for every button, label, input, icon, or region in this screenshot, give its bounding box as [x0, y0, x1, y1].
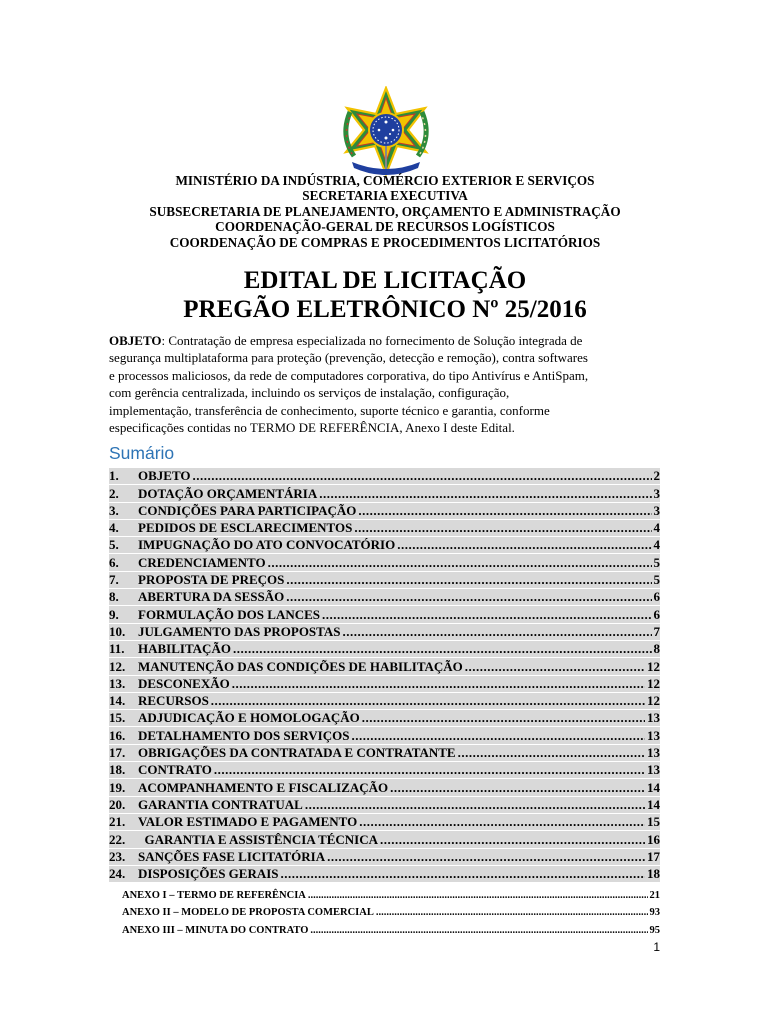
- toc-item[interactable]: [109, 779, 660, 796]
- toc-item-number: 21.: [109, 814, 126, 830]
- toc-item-page: 5: [653, 554, 660, 570]
- toc-item[interactable]: [109, 537, 660, 554]
- toc-item-page: 14: [647, 779, 660, 795]
- toc-item-label: JULGAMENTO DAS PROPOSTAS: [138, 623, 341, 639]
- toc-item-number: 13.: [109, 675, 126, 691]
- header-line-subsecretaria: SUBSECRETARIA DE PLANEJAMENTO, ORÇAMENTO E ADMINISTRAÇÃO: [149, 203, 621, 219]
- toc-anexo-label: ANEXO I – TERMO DE REFERÊNCIA: [122, 889, 306, 901]
- toc-dot-leader: [327, 849, 645, 865]
- toc-item-number: 5.: [109, 537, 119, 553]
- toc-item-number: 15.: [109, 710, 126, 726]
- toc-item-label: DISPOSIÇÕES GERAIS: [138, 866, 279, 882]
- toc-dot-leader: [319, 486, 651, 502]
- toc-item-page: 13: [647, 745, 660, 761]
- toc-item-number: 20.: [109, 796, 126, 812]
- toc-item[interactable]: [109, 641, 660, 658]
- toc-item-page: 4: [653, 520, 660, 536]
- toc-item-page: 16: [647, 831, 660, 847]
- toc-item-label: FORMULAÇÃO DOS LANCES: [138, 606, 321, 622]
- toc-item-number: 3.: [109, 502, 119, 518]
- toc-dot-leader: [286, 589, 651, 605]
- page-number: 1: [653, 940, 660, 954]
- toc-dot-leader: [354, 520, 651, 536]
- toc-item[interactable]: [109, 606, 660, 623]
- objeto-line: segurança multiplataforma para proteção (prevenção, detecção e remoção), contra softwares: [109, 350, 588, 366]
- toc-item-label: GARANTIA CONTRATUAL: [138, 796, 303, 812]
- table-of-contents: [109, 468, 660, 936]
- toc-item-page: 2: [653, 468, 660, 484]
- toc-item-page: 6: [653, 589, 660, 605]
- toc-anexo-item[interactable]: [109, 901, 660, 919]
- toc-item-page: 7: [653, 623, 660, 639]
- toc-dot-leader: [351, 728, 645, 744]
- toc-item-label: ACOMPANHAMENTO E FISCALIZAÇÃO: [138, 779, 389, 795]
- toc-item[interactable]: [109, 866, 660, 883]
- toc-item-label: MANUTENÇÃO DAS CONDIÇÕES DE HABILITAÇÃO: [138, 658, 463, 674]
- objeto-line: com gerência centralizada, incluindo os serviços de instalação, configuração,: [109, 385, 510, 401]
- toc-item-number: 10.: [109, 623, 126, 639]
- toc-item-label: DOTAÇÃO ORÇAMENTÁRIA: [138, 485, 318, 501]
- toc-item-number: 23.: [109, 848, 126, 864]
- toc-dot-leader: [358, 503, 651, 519]
- toc-item[interactable]: [109, 727, 660, 744]
- toc-item-number: 8.: [109, 589, 119, 605]
- toc-item-number: 11.: [109, 641, 125, 657]
- toc-item-number: 16.: [109, 727, 126, 743]
- toc-dot-leader: [390, 780, 645, 796]
- toc-item-label: DETALHAMENTO DOS SERVIÇOS: [138, 727, 350, 743]
- sumario-title: Sumário: [109, 443, 175, 463]
- toc-item[interactable]: [109, 849, 660, 866]
- toc-item-page: 12: [647, 675, 660, 691]
- toc-dot-leader: [193, 468, 652, 484]
- toc-dot-leader: [362, 710, 645, 726]
- toc-dot-leader: [465, 659, 645, 675]
- toc-item[interactable]: [109, 624, 660, 641]
- toc-anexo-item[interactable]: [109, 918, 660, 936]
- toc-item[interactable]: [109, 503, 660, 520]
- toc-dot-leader: [286, 572, 651, 588]
- toc-item-number: 2.: [109, 485, 119, 501]
- toc-item-number: 6.: [109, 554, 119, 570]
- toc-item-page: 6: [653, 606, 660, 622]
- toc-item[interactable]: [109, 572, 660, 589]
- toc-dot-leader: [343, 624, 652, 640]
- toc-item-label: OBRIGAÇÕES DA CONTRATADA E CONTRATANTE: [138, 745, 456, 761]
- toc-item-number: 24.: [109, 866, 126, 882]
- toc-item[interactable]: [109, 554, 660, 571]
- toc-dot-leader: [232, 676, 645, 692]
- toc-item-page: 17: [647, 848, 660, 864]
- toc-dot-leader: [322, 607, 651, 623]
- toc-item-number: 7.: [109, 572, 119, 588]
- toc-dot-leader: [458, 745, 645, 761]
- objeto-label: OBJETO: [109, 333, 162, 348]
- toc-anexo-page: 95: [649, 924, 660, 936]
- toc-dot-leader: [359, 814, 645, 830]
- header-line-secretaria: SECRETARIA EXECUTIVA: [302, 188, 468, 204]
- toc-item[interactable]: [109, 762, 660, 779]
- header-line-coordenacao-compras: COORDENAÇÃO DE COMPRAS E PROCEDIMENTOS LICITATÓRIOS: [169, 234, 601, 250]
- toc-item[interactable]: [109, 520, 660, 537]
- objeto-line: : Contratação de empresa especializada no fornecimento de Solução integrada de: [161, 333, 583, 348]
- toc-dot-leader: [214, 762, 645, 778]
- toc-item-page: 3: [653, 485, 660, 501]
- toc-item[interactable]: [109, 814, 660, 831]
- brazil-coat-of-arms-icon: [330, 86, 442, 176]
- toc-item-page: 3: [653, 502, 660, 518]
- toc-item-label: DESCONEXÃO: [138, 675, 230, 691]
- toc-item-page: 18: [647, 866, 660, 882]
- toc-dot-leader: [397, 537, 651, 553]
- toc-anexo-item[interactable]: [109, 883, 660, 901]
- toc-dot-leader: [308, 890, 648, 901]
- toc-item-label: HABILITAÇÃO: [138, 641, 231, 657]
- objeto-line: especificações contidas no TERMO DE REFERÊNCIA, Anexo I deste Edital.: [109, 420, 515, 436]
- toc-item-label: VALOR ESTIMADO E PAGAMENTO: [138, 814, 358, 830]
- toc-item-page: 13: [647, 710, 660, 726]
- toc-dot-leader: [380, 832, 645, 848]
- toc-item[interactable]: [109, 797, 660, 814]
- toc-item-page: 13: [647, 762, 660, 778]
- toc-item-label: IMPUGNAÇÃO DO ATO CONVOCATÓRIO: [138, 537, 396, 553]
- toc-dot-leader: [233, 641, 652, 657]
- toc-item-label: ABERTURA DA SESSÃO: [138, 589, 285, 605]
- toc-item-number: 4.: [109, 520, 119, 536]
- toc-item-label: GARANTIA E ASSISTÊNCIA TÉCNICA: [138, 831, 378, 847]
- toc-item-page: 14: [647, 796, 660, 812]
- toc-item-page: 8: [653, 641, 660, 657]
- toc-item-label: ADJUDICAÇÃO E HOMOLOGAÇÃO: [138, 710, 360, 726]
- toc-item-label: OBJETO: [138, 468, 191, 484]
- toc-item-label: SANÇÕES FASE LICITATÓRIA: [138, 848, 326, 864]
- toc-anexo-label: ANEXO II – MODELO DE PROPOSTA COMERCIAL: [122, 907, 374, 919]
- toc-item-label: CREDENCIAMENTO: [138, 554, 266, 570]
- toc-item[interactable]: [109, 589, 660, 606]
- toc-item-number: 22.: [109, 831, 126, 847]
- title-line-pregao: PREGÃO ELETRÔNICO Nº 25/2016: [183, 296, 587, 323]
- objeto-line: implementação, transferência de conhecimento, suporte técnico e garantia, conforme: [109, 402, 550, 418]
- toc-item-label: CONTRATO: [138, 762, 212, 778]
- toc-dot-leader: [281, 866, 645, 882]
- toc-item-page: 15: [647, 814, 660, 830]
- toc-item-number: 12.: [109, 658, 126, 674]
- header-line-ministry: MINISTÉRIO DA INDÚSTRIA, COMÉRCIO EXTERIOR E SERVIÇOS: [175, 173, 595, 188]
- toc-item-page: 4: [653, 537, 660, 553]
- toc-item[interactable]: [109, 745, 660, 762]
- toc-item[interactable]: [109, 658, 660, 675]
- toc-anexo-page: 93: [649, 907, 660, 919]
- toc-item-label: PEDIDOS DE ESCLARECIMENTOS: [138, 520, 353, 536]
- ministry-header: [60, 173, 710, 250]
- toc-item[interactable]: [109, 468, 660, 485]
- toc-item-page: 5: [653, 572, 660, 588]
- toc-dot-leader: [211, 693, 645, 709]
- toc-dot-leader: [305, 797, 645, 813]
- toc-item-number: 19.: [109, 779, 126, 795]
- toc-item-number: 1.: [109, 468, 119, 484]
- toc-anexo-label: ANEXO III – MINUTA DO CONTRATO: [122, 924, 309, 936]
- toc-item[interactable]: [109, 485, 660, 502]
- toc-item-number: 17.: [109, 745, 126, 761]
- toc-item-label: PROPOSTA DE PREÇOS: [138, 572, 285, 588]
- objeto-paragraph: [109, 332, 660, 436]
- title-line-edital: EDITAL DE LICITAÇÃO: [243, 267, 527, 294]
- toc-dot-leader: [376, 907, 648, 918]
- toc-item[interactable]: [109, 676, 660, 693]
- objeto-line: e processos maliciosos, da rede de computadores corporativa, do tipo Antivírus e AntiSpam,: [109, 367, 589, 383]
- toc-item[interactable]: [109, 831, 660, 848]
- toc-item-number: 14.: [109, 693, 126, 709]
- toc-dot-leader: [310, 925, 647, 936]
- toc-item-page: 13: [647, 727, 660, 743]
- toc-item-label: CONDIÇÕES PARA PARTICIPAÇÃO: [138, 502, 357, 518]
- toc-item-page: 12: [647, 693, 660, 709]
- toc-item[interactable]: [109, 710, 660, 727]
- toc-item-label: RECURSOS: [138, 693, 209, 709]
- toc-item[interactable]: [109, 693, 660, 710]
- toc-item-page: 12: [647, 658, 660, 674]
- toc-dot-leader: [268, 555, 652, 571]
- header-line-coordenacao-geral: COORDENAÇÃO-GERAL DE RECURSOS LOGÍSTICOS: [215, 219, 555, 235]
- toc-item-number: 9.: [109, 606, 119, 622]
- toc-anexo-page: 21: [649, 889, 660, 901]
- document-title: [60, 266, 710, 324]
- toc-item-number: 18.: [109, 762, 126, 778]
